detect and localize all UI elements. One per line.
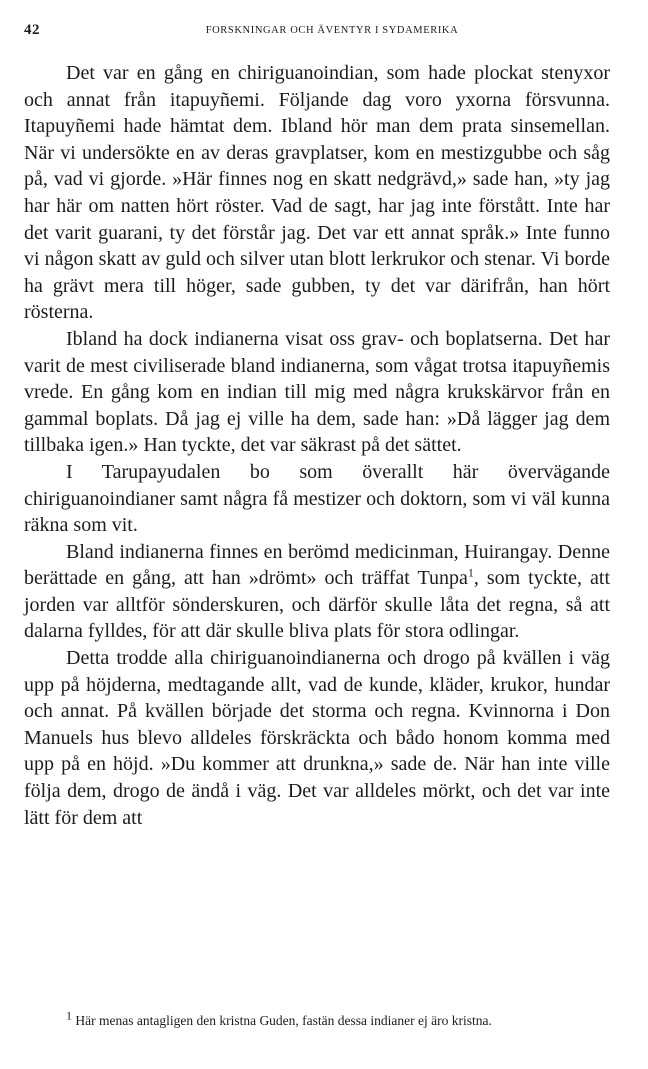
paragraph: I Tarupayudalen bo som överallt här övervägande chiriguanoindianer samt några få mestizer och doktorn, som vi väl kunna räkna som vit. — [24, 460, 610, 537]
footnote-reference: 1 — [467, 565, 474, 580]
paragraph: Ibland ha dock indianerna visat oss grav- och boplatserna. Det har varit de mest civiliserade bland indianerna, som vågat trotsa itapuyñemis vrede. En gång kom en indian till mig med några krukskärvor från en gammal boplats. Då jag ej ville ha dem, sade han: »Då lägger jag dem tillbaka igen.» Han tyckte, det var säkrast på det sättet. — [24, 327, 610, 457]
body-text — [24, 60, 610, 831]
footnote — [24, 1008, 614, 1030]
paragraph: Detta trodde alla chiriguanoindianerna och drogo på kvällen i väg upp på höjderna, medtagande allt, vad de kunde, kläder, krukor, hundar och annat. På kvällen började det storma och regna. Kvinnorna i Don Manuels hus blevo alldeles förskräckta och bådo honom komma med upp på en höjd. »Du kommer att drunkna,» sade de. När han inte ville följa dem, drogo de ändå i väg. Det var alldeles mörkt, och det var inte lätt för dem att — [24, 647, 610, 829]
running-title: FORSKNINGAR OCH ÄVENTYR I SYDAMERIKA — [205, 25, 459, 36]
paragraph-text: Bland indianerna finnes en berömd medicinman, Huirangay. Denne berättade en gång, att han »drömt» och träffat Tunpa — [24, 540, 610, 590]
paragraph-text: , som tyckte, att jorden var alltför sönderskuren, och därför skulle låta det regna, så att dalarna fylldes, för att där skulle bliva plats för stora odlingar. — [24, 567, 610, 643]
page-header — [24, 20, 610, 40]
footnote-marker: 1 — [66, 1008, 72, 1023]
paragraph — [24, 539, 610, 645]
paragraph: Det var en gång en chiriguanoindian, som hade plockat stenyxor och annat från itapuyñemi. Följande dag voro yxorna försvunna. Itapuyñemi hade hämtat dem. Ibland hör man dem prata sinsemellan. När vi undersökte en av deras gravplatser, kom en mestizgubbe och såg på, vad vi gjorde. »Här finnes nog en skatt nedgrävd,» sade han, »ty jag har här om natten hört röster. Vad de sagt, har jag inte förstått. Inte har det varit guarani, ty det förstår jag. Det var ett annat språk.» Inte funno vi någon skatt av guld och silver utan blott lerkrukor och stenar. Vi borde ha grävt mera till höger, sade gubben, ty det var därifrån, han hört rösterna. — [24, 62, 610, 324]
footnote-text: Här menas antagligen den kristna Guden, fastän dessa indianer ej äro kristna. — [75, 1013, 492, 1028]
page-number: 42 — [24, 22, 40, 38]
